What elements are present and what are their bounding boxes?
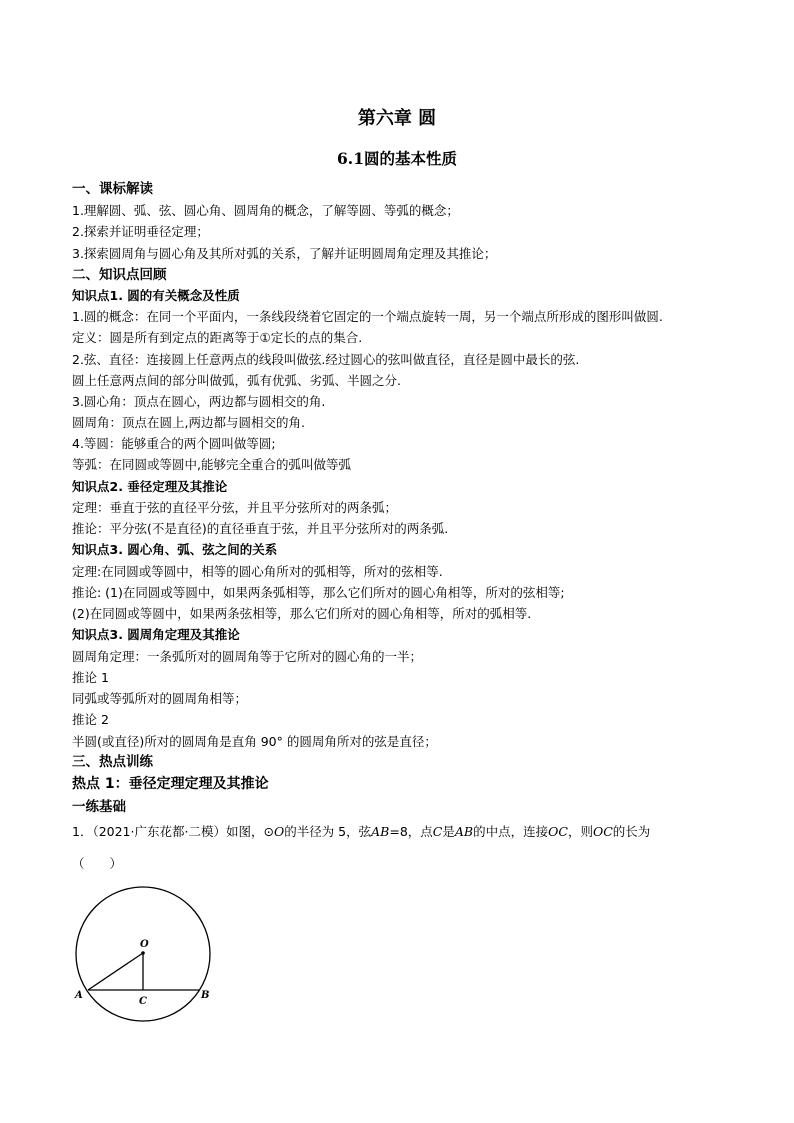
circle-figure — [60, 880, 230, 1030]
label-o: O — [140, 939, 149, 950]
label-a: A — [75, 990, 83, 1001]
kp1-line: 圆上任意两点间的部分叫做弧，弧有优弧、劣弧、半圆之分. — [72, 373, 401, 388]
kp1-line: 定义：圆是所有到定点的距离等于①定长的点的集合. — [72, 330, 363, 345]
question-1: 1．（2021·广东花都·二模）如图，⊙O的半径为 5，弦AB=8，点C是AB的中点，连接OC，则OC的长为 — [72, 824, 651, 839]
knowledge-point-1-title: 知识点1. 圆的有关概念及性质 — [72, 288, 240, 303]
section-heading-review: 二、知识点回顾 — [72, 267, 167, 283]
kp4-line: 推论 2 — [72, 712, 109, 727]
kp1-line: 圆周角：顶点在圆上,两边都与圆相交的角. — [72, 415, 305, 430]
kp1-line: 4.等圆：能够重合的两个圆叫做等圆; — [72, 436, 276, 451]
kp4-line: 半圆(或直径)所对的圆周角是直角 90° 的圆周角所对的弦是直径； — [72, 734, 437, 749]
kp3-line: (2)在同圆或等圆中，如果两条弦相等，那么它们所对的圆心角相等，所对的弧相等. — [72, 606, 532, 621]
label-c: C — [139, 996, 147, 1007]
kp3-line: 推论: (1)在同圆或等圆中，如果两条弧相等，那么它们所对的圆心角相等，所对的弦相等; — [72, 585, 565, 600]
knowledge-point-2-title: 知识点2. 垂径定理及其推论 — [72, 479, 228, 494]
kp1-line: 3.圆心角：顶点在圆心，两边都与圆相交的角. — [72, 394, 326, 409]
question-number: 1． — [72, 824, 93, 839]
kp2-line: 推论：平分弦(不是直径)的直径垂直于弦，并且平分弦所对的两条弧. — [72, 521, 449, 536]
label-b: B — [201, 990, 210, 1001]
kp1-line: 1.圆的概念：在同一个平面内，一条线段绕着它固定的一个端点旋转一周，另一个端点所形成的图形叫做圆. — [72, 309, 663, 324]
kp4-line: 同弧或等弧所对的圆周角相等； — [72, 691, 248, 706]
section-heading-training: 三、热点训练 — [72, 754, 153, 770]
curriculum-line-3: 3.探索圆周角与圆心角及其所对弧的关系，了解并证明圆周角定理及其推论； — [72, 246, 497, 261]
hotspot-1-title: 热点 1：垂径定理定理及其推论 — [72, 776, 269, 792]
kp4-line: 推论 1 — [72, 670, 109, 685]
curriculum-line-1: 1.理解圆、弧、弦、圆心角、圆周角的概念，了解等圆、等弧的概念； — [72, 203, 459, 218]
answer-parentheses: （ ） — [72, 856, 123, 871]
center-point — [141, 951, 145, 955]
curriculum-line-2: 2.探索并证明垂径定理； — [72, 224, 209, 239]
kp3-line: 定理:在同圆或等圆中，相等的圆心角所对的弧相等，所对的弦相等. — [72, 564, 443, 579]
kp4-line: 圆周角定理：一条弧所对的圆周角等于它所对的圆心角的一半； — [72, 649, 423, 664]
section-heading-curriculum: 一、课标解读 — [72, 181, 153, 197]
chapter-title: 第六章 圆 — [357, 108, 437, 129]
knowledge-point-3-title: 知识点3. 圆心角、弧、弦之间的关系 — [72, 542, 278, 557]
basic-practice-label: 一练基础 — [72, 799, 126, 815]
kp1-line: 2.弦、直径：连接圆上任意两点的线段叫做弦.经过圆心的弦叫做直径，直径是圆中最长的弦. — [72, 352, 580, 367]
kp2-line: 定理：垂直于弦的直径平分弦，并且平分弦所对的两条弧； — [72, 500, 398, 515]
segment-oa — [88, 953, 143, 990]
kp1-line: 等弧：在同圆或等圆中,能够完全重合的弧叫做等弧 — [72, 457, 351, 472]
section-title: 6.1圆的基本性质 — [337, 149, 457, 168]
knowledge-point-4-title: 知识点3. 圆周角定理及其推论 — [72, 627, 240, 642]
question-source: （2021·广东花都·二模） — [92, 824, 226, 839]
